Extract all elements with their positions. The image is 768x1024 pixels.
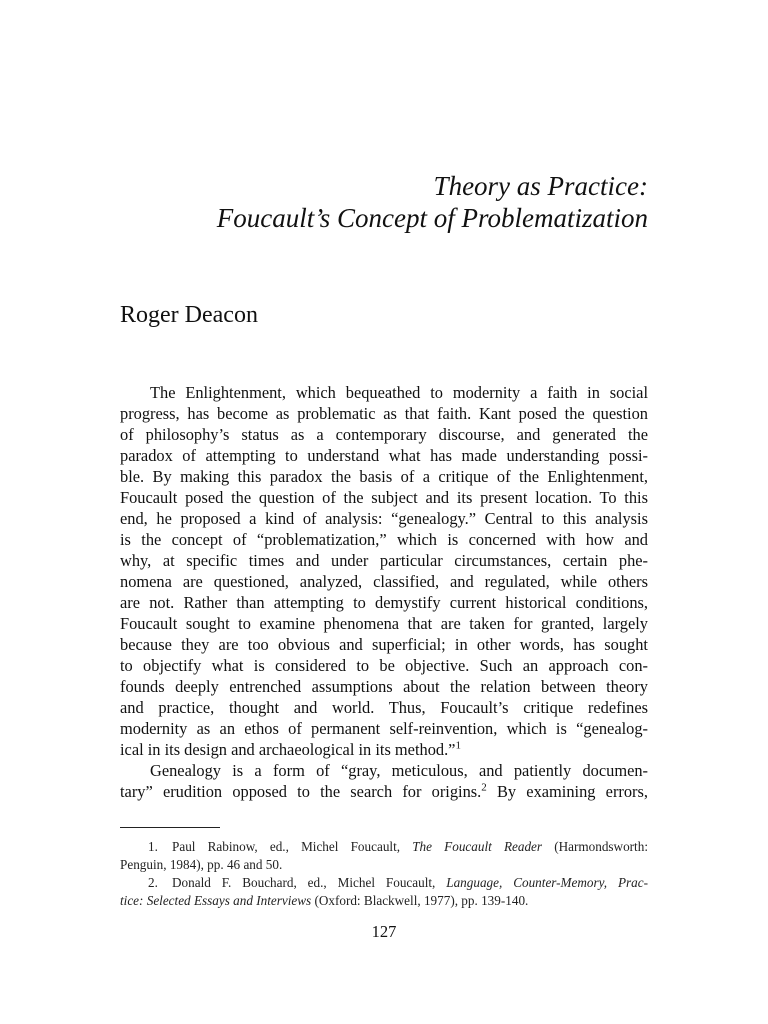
footnote-number: 1. xyxy=(148,839,158,854)
text-line: Foucault posed the question of the subject and its present location. To this xyxy=(120,488,648,507)
chapter-title-line-1: Theory as Practice: xyxy=(433,171,648,201)
text-line: because they are too obvious and superficial; in other words, has sought xyxy=(120,635,648,654)
footnote-book-title: tice: Selected Essays and Interviews xyxy=(120,893,312,908)
text-line: why, at specific times and under particular circumstances, certain phe- xyxy=(120,551,648,570)
footnotes xyxy=(120,838,648,910)
footnote-2 xyxy=(120,874,648,910)
footnote-book-title: The Foucault Reader xyxy=(412,839,543,854)
text-line: progress, has become as problematic as that faith. Kant posed the question xyxy=(120,404,648,423)
paragraph-2 xyxy=(120,760,648,802)
text-line: Foucault sought to examine phenomena that are taken for granted, largely xyxy=(120,614,648,633)
text-line: end, he proposed a kind of analysis: “genealogy.” Central to this analysis xyxy=(120,509,648,528)
footnote-line: Penguin, 1984), pp. 46 and 50. xyxy=(120,857,283,872)
text-line-content: By examining errors, xyxy=(486,782,648,801)
footnote-reference-1: 1 xyxy=(455,739,461,752)
author-name: Roger Deacon xyxy=(120,302,258,328)
text-line: are not. Rather than attempting to demystify current historical conditions, xyxy=(120,593,648,612)
text-line: to objectify what is considered to be objective. Such an approach con- xyxy=(120,656,648,675)
footnote-text: (Oxford: Blackwell, 1977), pp. 139-140. xyxy=(311,893,529,908)
footnote-book-title: Language, Counter-Memory, Prac- xyxy=(446,875,648,890)
text-line: nomena are questioned, analyzed, classified, and regulated, while others xyxy=(120,572,648,591)
text-line: founds deeply entrenched assumptions about the relation between theory xyxy=(120,677,648,696)
footnote-divider xyxy=(120,827,220,828)
footnote-1 xyxy=(120,838,648,874)
text-line: The Enlightenment, which bequeathed to modernity a faith in social xyxy=(150,383,648,402)
text-line: of philosophy’s status as a contemporary discourse, and generated the xyxy=(120,425,648,444)
page-number: 127 xyxy=(371,922,397,941)
footnote-line xyxy=(120,874,648,892)
text-line: is the concept of “problematization,” which is concerned with how and xyxy=(120,530,648,549)
text-line: modernity as an ethos of permanent self-reinvention, which is “genealog- xyxy=(120,719,648,738)
chapter-title-line-2: Foucault’s Concept of Problematization xyxy=(216,203,648,233)
footnote-text: Donald F. Bouchard, ed., Michel Foucault, xyxy=(172,875,447,890)
footnote-line xyxy=(120,838,648,856)
text-line: Genealogy is a form of “gray, meticulous, and patiently documen- xyxy=(150,761,648,780)
footnote-number: 2. xyxy=(148,875,158,890)
footnote-text: (Harmondsworth: xyxy=(542,839,648,854)
text-line-with-note xyxy=(120,739,648,760)
text-line-content: tary” erudition opposed to the search for origins. xyxy=(120,782,482,801)
text-line: ble. By making this paradox the basis of a critique of the Enlightenment, xyxy=(120,467,648,486)
paragraph-1 xyxy=(120,382,648,760)
text-line: and practice, thought and world. Thus, Foucault’s critique redefines xyxy=(120,698,648,717)
footnote-text: Paul Rabinow, ed., Michel Foucault, xyxy=(172,839,413,854)
footnote-line xyxy=(120,892,648,910)
body-text xyxy=(120,382,648,802)
text-line-content: ical in its design and archaeological in its method.” xyxy=(120,740,456,759)
footnote-reference-2: 2 xyxy=(481,781,487,794)
text-line-with-note xyxy=(120,781,648,802)
chapter-title xyxy=(217,170,648,234)
text-line: paradox of attempting to understand what has made understanding possi- xyxy=(120,446,648,465)
